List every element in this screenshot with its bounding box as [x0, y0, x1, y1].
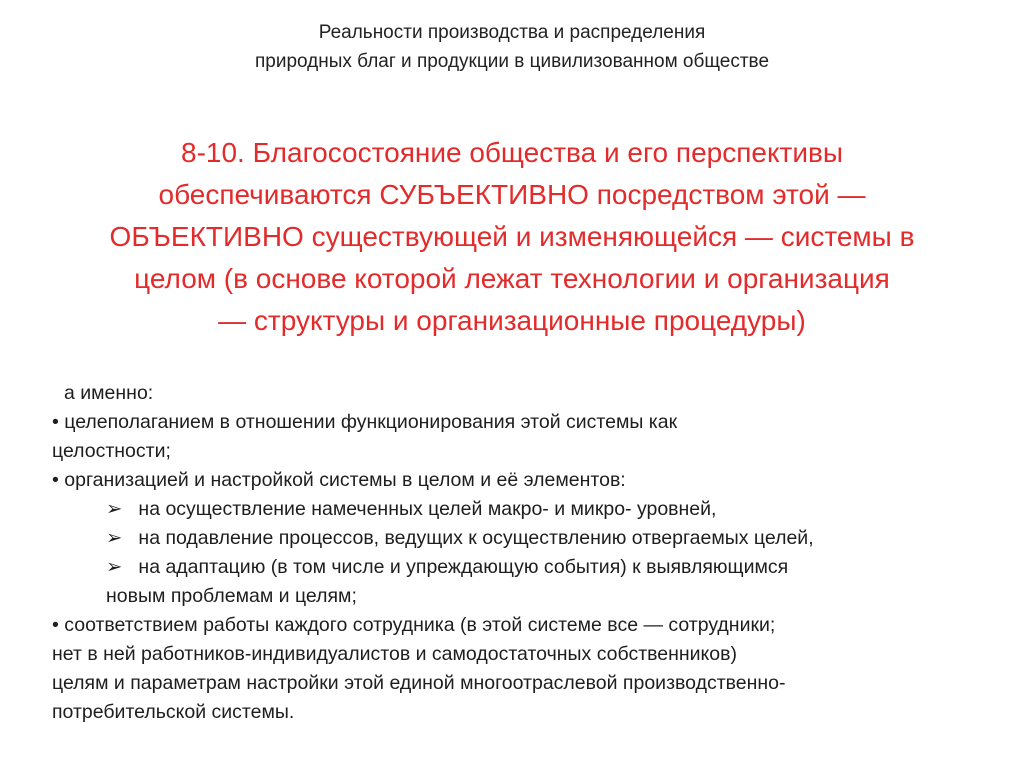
header-line-2: природных благ и продукции в цивилизованном обществе: [254, 51, 770, 72]
bullet-item: [46, 408, 1006, 437]
bullet-marker: •: [52, 614, 59, 636]
arrow-bullet-icon: ➢: [106, 498, 123, 520]
intro-text: а именно:: [64, 382, 154, 404]
header-line-1: Реальности производства и распределения: [318, 22, 706, 43]
arrow-bullet-icon: ➢: [106, 556, 123, 578]
sub-bullet-text: на подавление процессов, ведущих к осуществлению отвергаемых целей,: [138, 527, 814, 549]
heading-line-1: 8-10. Благосостояние общества и его перспективы: [181, 137, 843, 168]
bullet-continuation: целям и параметрам настройки этой единой многоотраслевой производственно-: [52, 672, 786, 694]
bullet-continuation: целостности;: [52, 440, 171, 462]
arrow-bullet-icon: ➢: [106, 527, 123, 549]
bullet-item: [46, 466, 1006, 495]
bullet-text: организацией и настройкой системы в целом и её элементов:: [64, 469, 626, 491]
bullet-item: [46, 611, 1006, 640]
bullet-marker: •: [52, 411, 59, 433]
sub-bullet-item: [46, 524, 1006, 553]
heading-line-3: ОБЪЕКТИВНО существующей и изменяющейся — системы в: [109, 221, 915, 252]
slide-heading: [40, 132, 984, 342]
bullet-continuation: потребительской системы.: [52, 701, 295, 723]
sub-bullet-item: [46, 553, 1006, 582]
sub-bullet-continuation: новым проблемам и целям;: [106, 585, 357, 607]
bullet-text: целеполаганием в отношении функционирования этой системы как: [64, 411, 678, 433]
sub-bullet-item: [46, 495, 1006, 524]
heading-line-4: целом (в основе которой лежат технологии и организация: [134, 263, 890, 294]
bullet-marker: •: [52, 469, 59, 491]
sub-bullet-text: на осуществление намеченных целей макро- и микро- уровней,: [138, 498, 717, 520]
bullet-text: соответствием работы каждого сотрудника (в этой системе все — сотрудники;: [64, 614, 776, 636]
heading-line-2: обеспечиваются СУБЪЕКТИВНО посредством этой —: [158, 179, 866, 210]
sub-bullet-text: на адаптацию (в том числе и упреждающую события) к выявляющимся: [138, 556, 789, 578]
bullet-continuation: нет в ней работников-индивидуалистов и самодостаточных собственников): [52, 643, 738, 665]
slide-body: [46, 379, 1006, 727]
slide-header: [0, 18, 1024, 76]
heading-line-5: — структуры и организационные процедуры): [218, 305, 806, 336]
